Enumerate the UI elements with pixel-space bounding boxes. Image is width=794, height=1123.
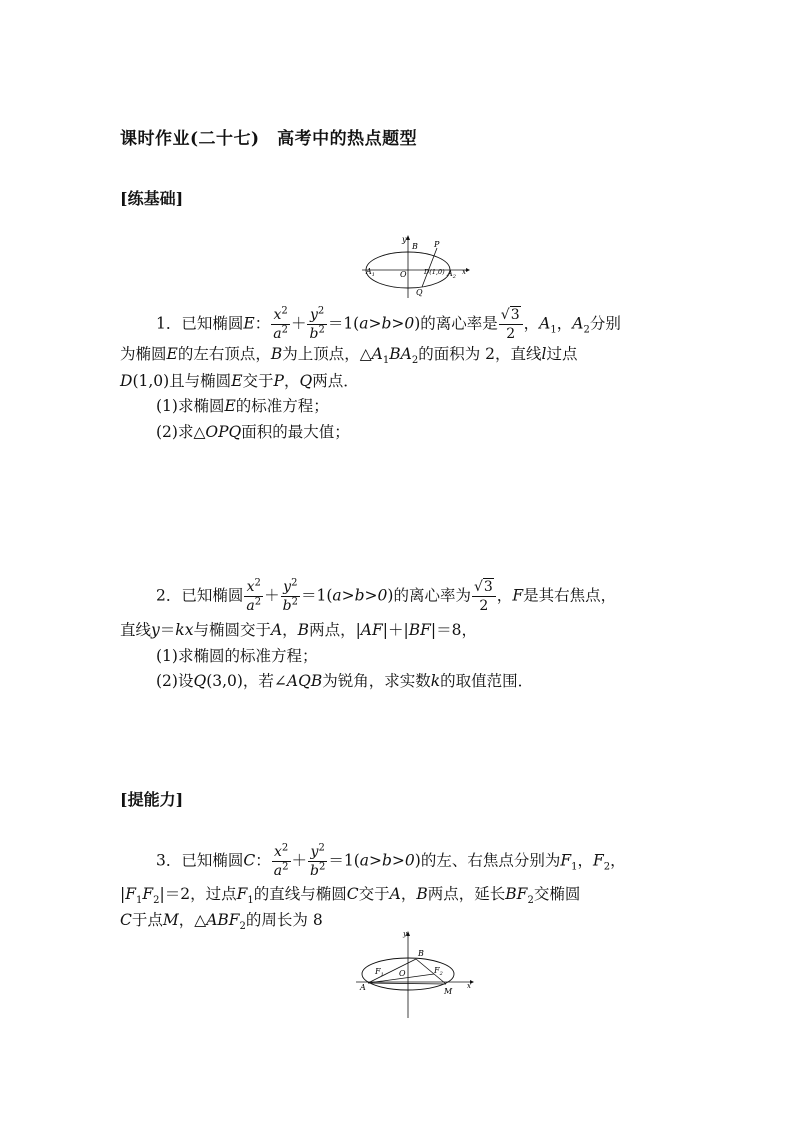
q1-part-1: (1)求椭圆E的标准方程； — [156, 397, 329, 415]
q3-line2c: 交于 — [358, 885, 390, 903]
q3-line3c: 的周长为 8 — [245, 911, 323, 929]
q1-cond: a>b>0 — [359, 314, 415, 333]
q3-var-C: C — [243, 851, 256, 870]
q1-line2b: 的左右顶点， — [177, 345, 271, 363]
q2-part-1: (1)求椭圆的标准方程； — [156, 647, 318, 665]
q1-colon: ： — [254, 314, 271, 333]
q1-line3a: (1,0)且与椭圆 — [132, 372, 232, 390]
fig1-label-y: y — [402, 235, 407, 244]
q3-lead: 3．已知椭圆 — [156, 851, 244, 870]
q2-part2a: (2)设 — [156, 672, 194, 690]
q3-line2d: 两点，延长 — [427, 885, 506, 903]
fig1-label-D: D(1,0) — [424, 268, 445, 276]
figure-3-ellipse-diagram — [352, 928, 480, 1020]
q1-part2-text: (2)求△ — [156, 423, 206, 441]
q2-line2a: 直线 — [120, 621, 152, 639]
fig3-label-x: x — [467, 982, 471, 990]
fig1-label-O: O — [400, 270, 407, 279]
q2-frac-y: $\frac{y^2}{b^2}$ — [282, 577, 298, 614]
q2-line2d: |＋| — [382, 621, 409, 639]
q1-eccentricity: $\frac{√3}{2}$ — [499, 308, 523, 341]
q1-eq-tail: ＝1( — [327, 314, 360, 333]
q1-after-e: ， — [523, 314, 540, 333]
q3-line2e: 交椭圆 — [533, 885, 581, 903]
section-advanced-heading: [提能力] — [120, 790, 184, 809]
q2-line2c: 两点，| — [309, 621, 361, 639]
q1-line2d: 的面积为 2，直线 — [418, 345, 542, 363]
q2-line-1: 2．已知椭圆 $\frac{x^2}{a^2}$ ＋ $\frac{y^2}{b^2}$ ＝1(a>b>0)的离心率为 $\frac{√3}{2}$ ，F是其右焦点， — [156, 577, 617, 614]
page-title: 课时作业(二十七) 高考中的热点题型 — [120, 129, 418, 149]
q1-line2e: 过点 — [546, 345, 578, 363]
q1-frac-x: $\frac{x^2}{a^2}$ — [273, 305, 288, 342]
q2-after-e: ， — [496, 586, 513, 605]
q2-lead: 2．已知椭圆 — [156, 586, 244, 605]
q3-line2b: 的直线与椭圆 — [253, 885, 347, 903]
q1-lead: 1．已知椭圆 — [156, 314, 244, 333]
fig3-label-F2: $F_2$ — [434, 966, 443, 977]
fig3-label-y: y — [403, 930, 407, 938]
q3-line-1: 3．已知椭圆C： $\frac{x^2}{a^2}$ ＋ $\frac{y^2}{b^2}$ ＝1(a>b>0)的左、右焦点分别为$F_1$，$F_2$， — [156, 842, 626, 879]
fig3-label-F1: $F_1$ — [375, 967, 384, 978]
fig3-label-M: M — [444, 987, 453, 996]
section-basic-heading: [练基础] — [120, 189, 184, 208]
q2-line-2: 直线y＝kx与椭圆交于A，B两点，|AF|＋|BF|＝8， — [120, 621, 477, 639]
q1-line-1: 1．已知椭圆E： $\frac{x^2}{a^2}$ ＋ $\frac{y^2}{b^2}$ ＝1(a>b>0)的离心率是 $\frac{√3}{2}$ ，$A_1$，$A_2$分别 — [156, 305, 621, 342]
q3-line-2: $|F_1F_2|=2$，过点$F_1$的直线与椭圆C交于A，B两点，延长$BF_2$交椭圆 — [120, 885, 581, 907]
q3-line-3: C于点M，$\triangle ABF_2$的周长为 8 — [120, 911, 323, 933]
q1-var-E: E — [243, 314, 255, 333]
q1-part1b-text: 的标准方程； — [235, 397, 329, 415]
q1-line-3: D(1,0)且与椭圆E交于P，Q两点． — [120, 372, 359, 390]
q2-eccentricity: $\frac{√3}{2}$ — [472, 580, 496, 613]
q3-frac-x: $\frac{x^2}{a^2}$ — [273, 842, 289, 879]
fig3-label-A: A — [360, 983, 366, 992]
figure-1-ellipse-diagram — [358, 232, 473, 300]
fig1-label-B: B — [412, 242, 418, 251]
q2-frac-x: $\frac{x^2}{a^2}$ — [246, 577, 262, 614]
fig1-label-A1: $A_1$ — [366, 267, 375, 278]
fig3-label-O: O — [399, 969, 406, 978]
q3-after-cond: )的左、右焦点分别为 — [414, 851, 561, 870]
q3-line2a: |＝2，过点 — [159, 885, 237, 903]
q1-line2c: 为上顶点，△ — [282, 345, 372, 363]
q3-line3b: ，△ — [178, 911, 207, 929]
q2-part-2: (2)设Q(3,0)，若∠AQB为锐角，求实数k的取值范围． — [156, 672, 534, 690]
q1-line3c: 两点． — [312, 372, 359, 390]
q1-a1a2-text: 分别 — [589, 314, 621, 333]
fig1-label-A2: $A_2$ — [447, 269, 456, 280]
q2-eq-tail: ＝1( — [300, 586, 333, 605]
fig3-label-B: B — [418, 949, 424, 958]
q1-line2a: 为椭圆 — [120, 345, 167, 363]
q2-cond: a>b>0 — [332, 586, 388, 605]
q1-part1-text: (1)求椭圆 — [156, 397, 225, 415]
q1-part2b-text: 面积的最大值； — [241, 423, 350, 441]
q3-cond: a>b>0 — [359, 851, 415, 870]
q1-line3b: 交于 — [242, 372, 274, 390]
fig1-label-x: x — [462, 268, 466, 276]
q2-line2b: 与椭圆交于 — [193, 621, 271, 639]
q2-after-cond: )的离心率为 — [387, 586, 471, 605]
fig1-label-P: P — [434, 240, 440, 249]
q2-part2c: 为锐角，求实数 — [322, 672, 431, 690]
q2-line2e: |＝8， — [430, 621, 477, 639]
fig1-label-Q: Q — [416, 288, 423, 297]
q1-part-2: (2)求△OPQ面积的最大值； — [156, 423, 350, 441]
q3-line3a: 于点 — [131, 911, 163, 929]
q3-frac-y: $\frac{y^2}{b^2}$ — [310, 842, 326, 879]
q2-part2b: (3,0)，若∠ — [206, 672, 287, 690]
q3-colon: ： — [255, 851, 271, 870]
q3-eq-tail: ＝1( — [328, 851, 360, 870]
q2-f-text: 是其右焦点， — [523, 586, 617, 605]
q1-line-2: 为椭圆E的左右顶点，B为上顶点，$\triangle A_1BA_2$的面积为 2，直线l过点 — [120, 345, 578, 367]
q1-after-cond: )的离心率是 — [414, 314, 498, 333]
q2-part2d: 的取值范围． — [440, 672, 534, 690]
q1-frac-y: $\frac{y^2}{b^2}$ — [309, 305, 325, 342]
